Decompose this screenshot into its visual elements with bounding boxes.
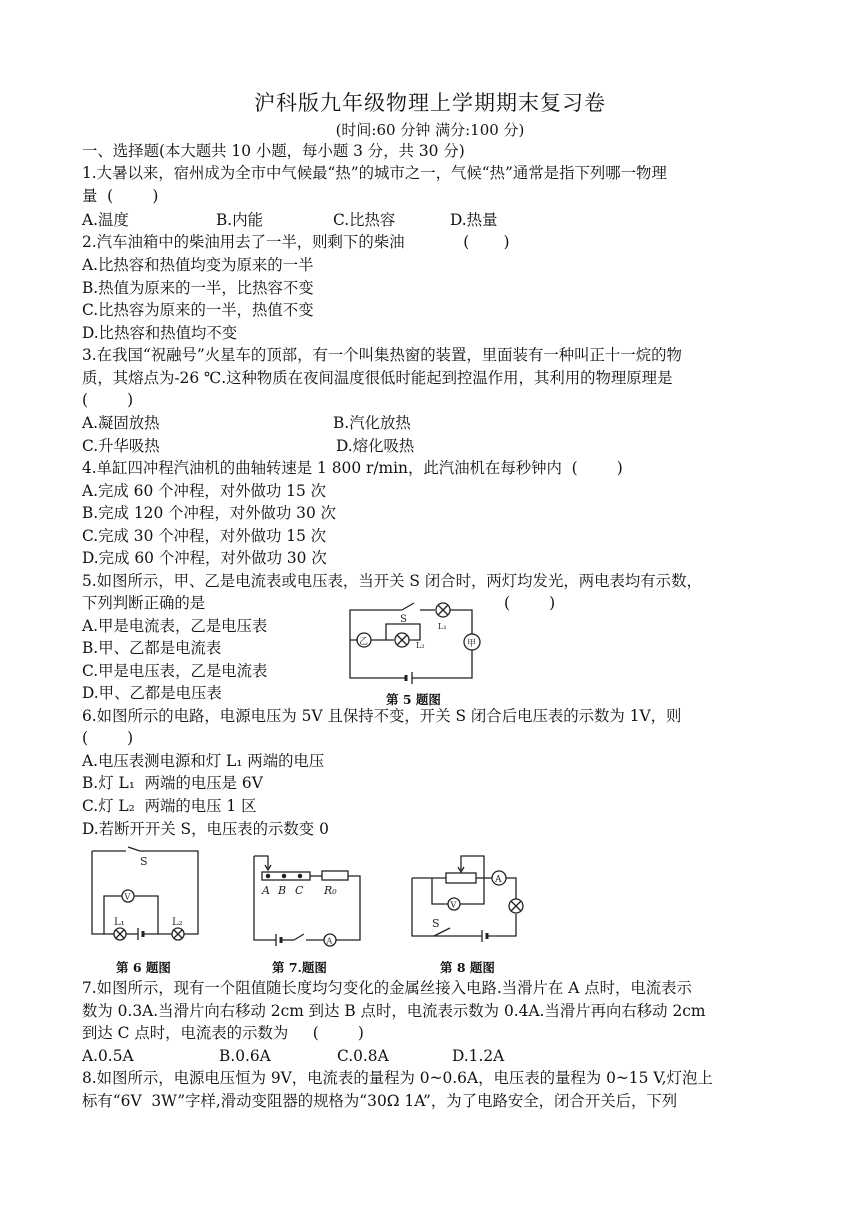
- figure-7-caption: 第 7.题图: [272, 960, 327, 975]
- rheostat: [446, 873, 476, 883]
- q7-stem-line2: 数为 0.3A.当滑片向右移动 2cm 到达 B 点时，电流表示数为 0.4A.当滑片再向右移动 2cm: [82, 1002, 706, 1020]
- q7-stem-line3: 到达 C 点时，电流表的示数为 ( ): [82, 1024, 364, 1042]
- q5-stem-line1: 5.如图所示，甲、乙是电流表或电压表，当开关 S 闭合时，两灯均发光，两电表均有示数，: [82, 572, 702, 590]
- label-l1: L₁: [114, 917, 125, 928]
- q7-stem-line1: 7.如图所示，现有一个阻值随长度均匀变化的金属丝接入电路.当滑片在 A 点时，电流表示: [82, 979, 692, 997]
- q6-stem-line1: 6.如图所示的电路，电源电压为 5V 且保持不变，开关 S 闭合后电压表的示数为 1V，则: [82, 707, 682, 725]
- label-v: V: [450, 900, 457, 910]
- label-ammeter: A: [326, 936, 333, 946]
- q8-stem-line1: 8.如图所示，电源电压恒为 9V，电流表的量程为 0~0.6A，电压表的量程为 0~15 V,灯泡上: [82, 1069, 713, 1087]
- section-heading: 一、选择题(本大题共 10 小题，每小题 3 分，共 30 分): [82, 142, 465, 160]
- q6-option-c: C.灯 L₂ 两端的电压 1 区: [82, 797, 257, 815]
- q5-answer-paren: ( ): [504, 594, 556, 612]
- label-v: V: [124, 892, 131, 902]
- figure-6-caption: 第 6 题图: [116, 960, 171, 975]
- q5-stem-line2: 下列判断正确的是: [82, 594, 206, 612]
- label-s: S: [140, 855, 148, 868]
- label-s: S: [432, 917, 440, 930]
- q3-stem-line3: ( ): [82, 391, 134, 409]
- q7-option-d: D.1.2A: [452, 1047, 505, 1065]
- q8-stem-line2: 标有“6V 3W”字样,滑动变阻器的规格为“30Ω 1A”，为了电路安全，闭合开关后，下列: [82, 1092, 678, 1110]
- figure-6-circuit: [86, 846, 206, 946]
- page-title: 沪科版九年级物理上学期期末复习卷: [254, 91, 606, 115]
- switch-s: [402, 603, 414, 610]
- label-jia: 甲: [467, 639, 477, 649]
- q6-option-b: B.灯 L₁ 两端的电压是 6V: [82, 774, 263, 792]
- q2-stem: 2.汽车油箱中的柴油用去了一半，则剩下的柴油 ( ): [82, 233, 510, 251]
- q3-option-a: A.凝固放热: [82, 414, 160, 432]
- q7-option-a: A.0.5A: [82, 1047, 134, 1065]
- figure-5-circuit: [340, 598, 490, 688]
- label-a: A: [262, 884, 270, 897]
- resistor-r0: [322, 871, 348, 880]
- q2-option-c: C.比热容为原来的一半，热值不变: [82, 301, 314, 319]
- label-r0: R₀: [324, 884, 337, 897]
- label-l1: L₁: [438, 622, 447, 631]
- q4-option-d: D.完成 60 个冲程，对外做功 30 次: [82, 549, 327, 567]
- label-s: S: [400, 614, 407, 625]
- q7-option-c: C.0.8A: [337, 1047, 389, 1065]
- q5-option-a: A.甲是电流表，乙是电压表: [82, 617, 268, 635]
- q6-option-d: D.若断开开关 S，电压表的示数变 0: [82, 820, 329, 838]
- q5-option-d: D.甲、乙都是电压表: [82, 684, 222, 702]
- q2-option-d: D.比热容和热值均不变: [82, 324, 238, 342]
- q3-stem-line2: 质，其熔点为-26 ℃.这种物质在夜间温度很低时能起到控温作用，其利用的物理原理是: [82, 369, 673, 387]
- figure-8-circuit: [404, 848, 530, 944]
- q4-option-c: C.完成 30 个冲程，对外做功 15 次: [82, 527, 327, 545]
- label-c: C: [295, 884, 304, 897]
- label-b: B: [278, 884, 287, 897]
- label-l2: L₂: [172, 917, 183, 928]
- figure-8-caption: 第 8 题图: [440, 960, 495, 975]
- q1-option-d: D.热量: [450, 211, 498, 229]
- switch-s: [128, 847, 140, 851]
- figure-5-caption: 第 5 题图: [386, 692, 441, 707]
- q2-option-b: B.热值为原来的一半，比热容不变: [82, 279, 314, 297]
- q3-stem-line1: 3.在我国“祝融号”火星车的顶部，有一个叫集热窗的装置，里面装有一种叫正十一烷的物: [82, 346, 682, 364]
- q1-option-c: C.比热容: [333, 211, 396, 229]
- q1-stem-line1: 1.大暑以来，宿州成为全市中气候最“热”的城市之一，气候“热”通常是指下列哪一物理: [82, 164, 667, 182]
- q5-option-b: B.甲、乙都是电流表: [82, 639, 222, 657]
- label-yi: 乙: [359, 637, 369, 647]
- figure-7-circuit: [248, 852, 368, 948]
- q4-option-a: A.完成 60 个冲程，对外做功 15 次: [82, 482, 327, 500]
- q1-stem-line2: 量 ( ): [82, 187, 159, 205]
- label-l2: L₂: [416, 641, 425, 650]
- q4-option-b: B.完成 120 个冲程，对外做功 30 次: [82, 504, 337, 522]
- q3-option-b: B.汽化放热: [333, 414, 411, 432]
- q4-stem: 4.单缸四冲程汽油机的曲轴转速是 1 800 r/min，此汽油机在每秒钟内 ( ): [82, 459, 623, 477]
- page-subtitle: (时间:60 分钟 满分:100 分): [335, 121, 525, 139]
- q7-option-b: B.0.6A: [219, 1047, 271, 1065]
- q5-option-c: C.甲是电压表，乙是电流表: [82, 662, 268, 680]
- q6-stem-line2: ( ): [82, 729, 134, 747]
- q2-option-a: A.比热容和热值均变为原来的一半: [82, 256, 314, 274]
- q6-option-a: A.电压表测电源和灯 L₁ 两端的电压: [82, 752, 325, 770]
- q3-option-c: C.升华吸热: [82, 437, 160, 455]
- switch: [294, 934, 304, 940]
- label-a: A: [495, 875, 502, 885]
- q3-option-d: D.熔化吸热: [336, 437, 415, 455]
- q1-option-a: A.温度: [82, 211, 129, 229]
- q1-option-b: B.内能: [216, 211, 263, 229]
